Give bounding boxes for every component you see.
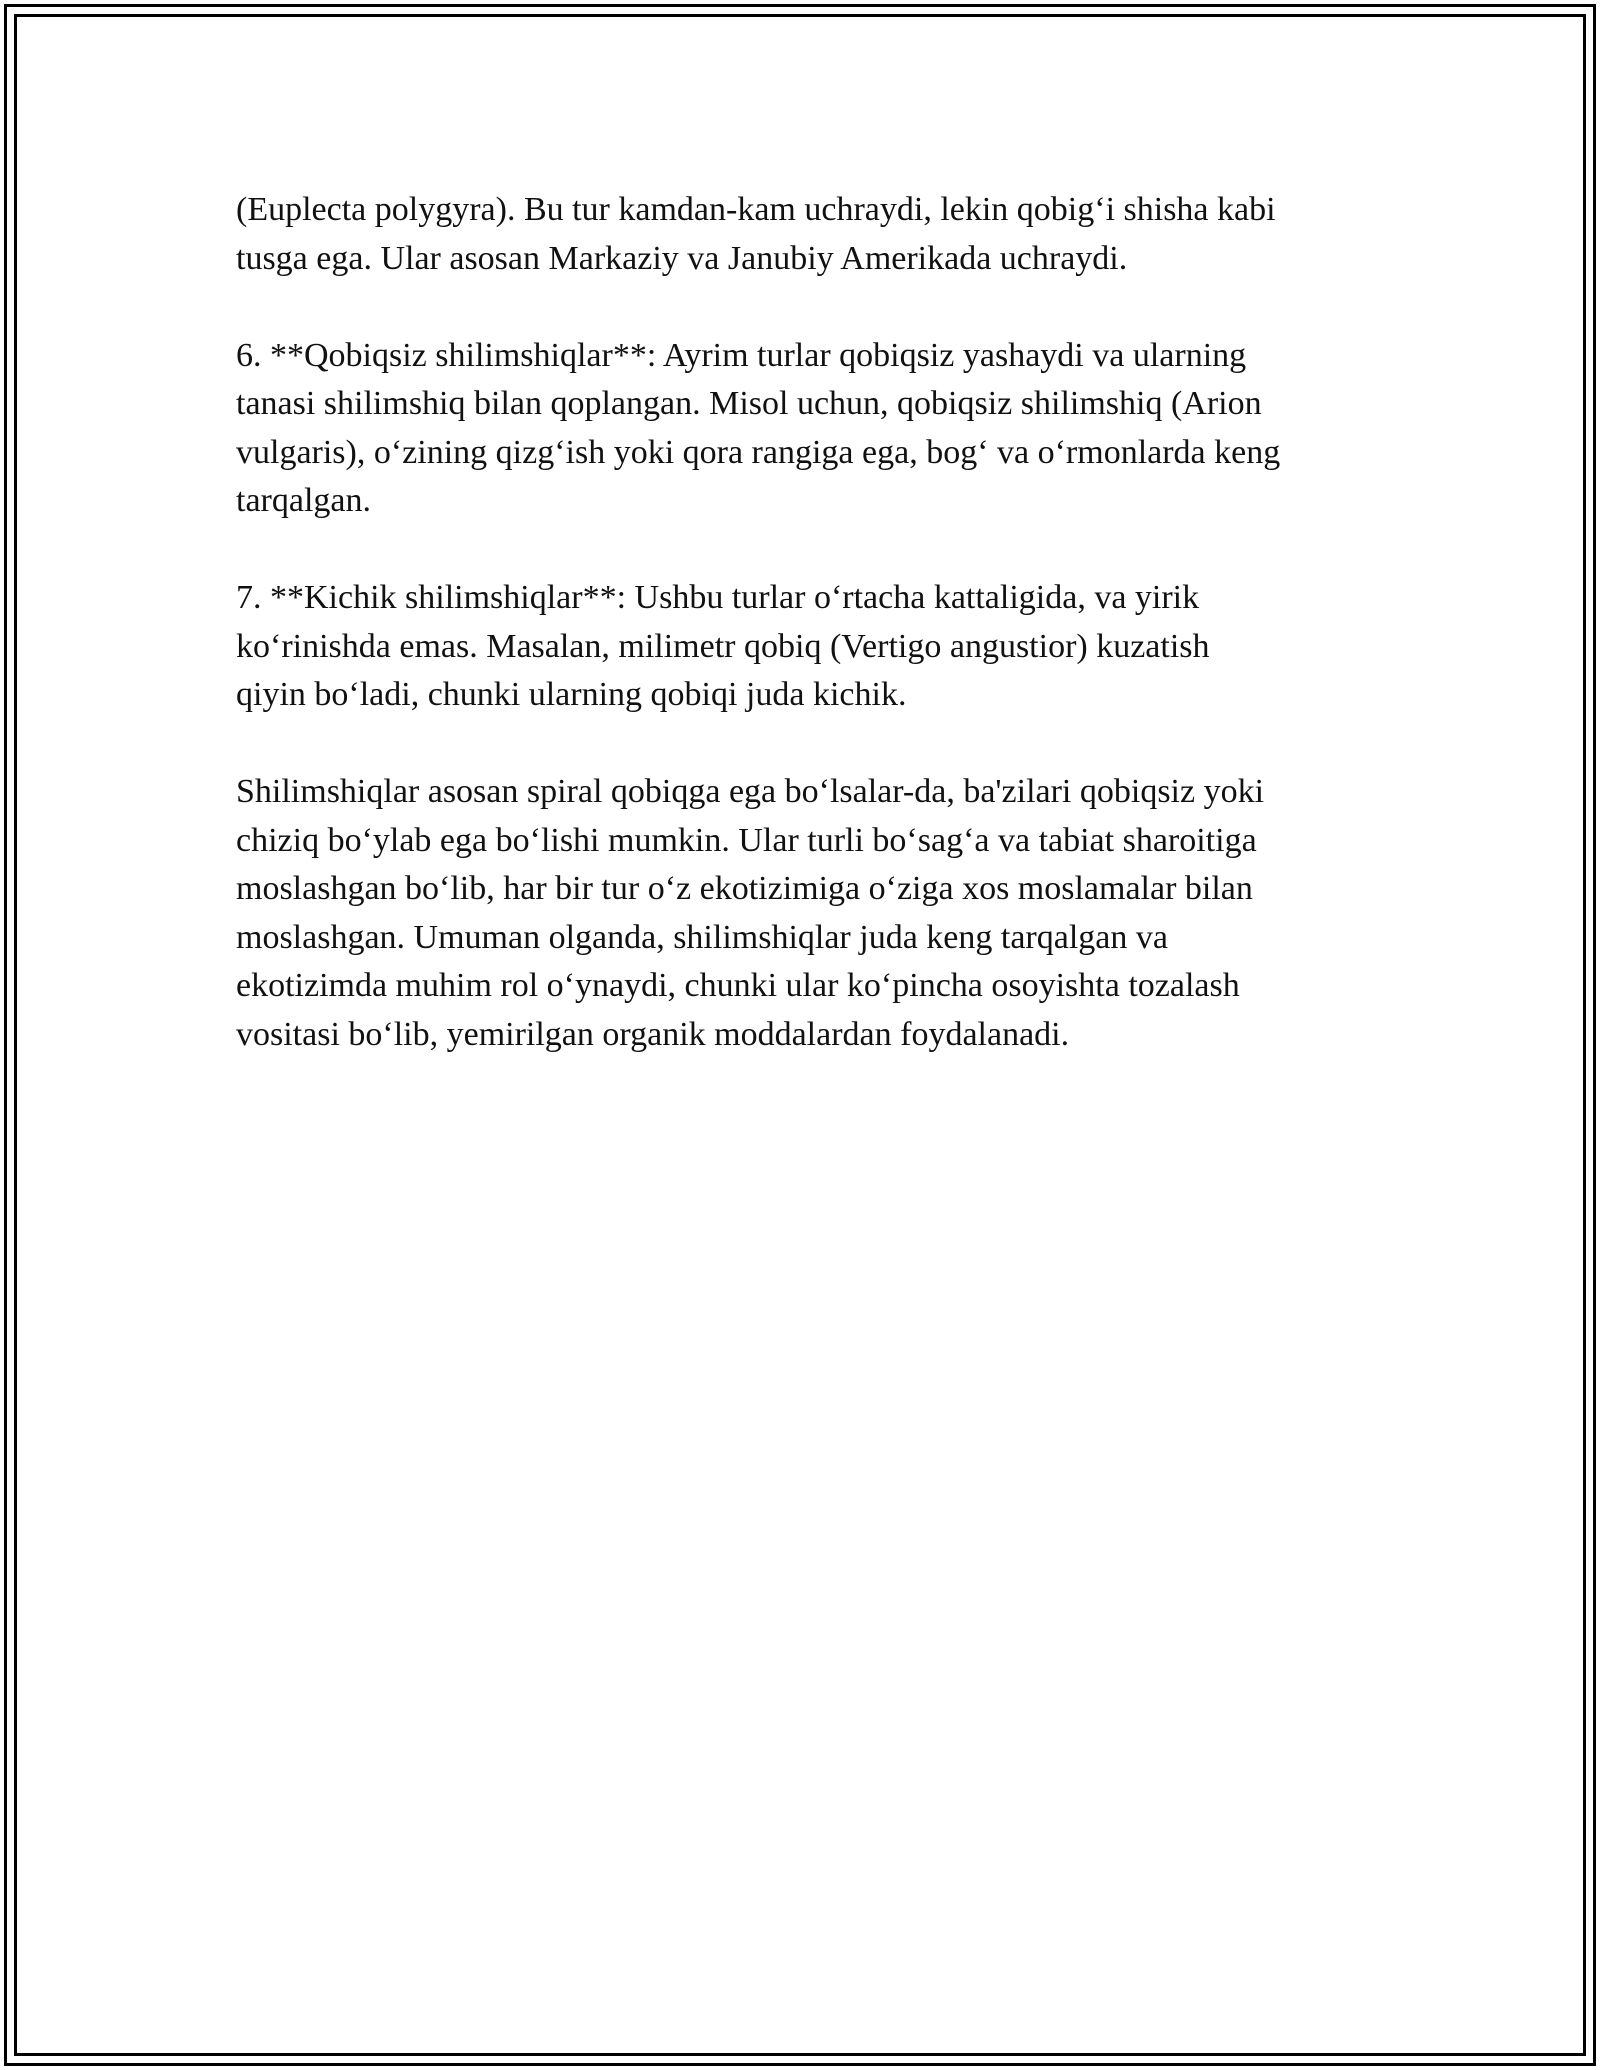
text-line: vulgaris), o‘zining qizg‘ish yoki qora rangiga ega, bog‘ va o‘rmonlarda keng (236, 433, 1281, 471)
text-line: 6. **Qobiqsiz shilimshiqlar**: Ayrim turlar qobiqsiz yashaydi va ularning (236, 336, 1247, 374)
text-line: chiziq bo‘ylab ega bo‘lishi mumkin. Ular turli bo‘sag‘a va tabiat sharoitiga (236, 821, 1257, 859)
text-line: tusga ega. Ular asosan Markaziy va Janubiy Amerikada uchraydi. (236, 239, 1128, 277)
text-line: ekotizimda muhim rol o‘ynaydi, chunki ular ko‘pincha osoyishta tozalash (236, 967, 1240, 1004)
text-line: tanasi shilimshiq bilan qoplangan. Misol uchun, qobiqsiz shilimshiq (Arion (236, 385, 1262, 422)
text-line: 7. **Kichik shilimshiqlar**: Ushbu turlar o‘rtacha kattaligida, va yirik (236, 579, 1200, 616)
text-line: (Euplecta polygyra). Bu tur kamdan-kam uchraydi, lekin qobig‘i shisha kabi (236, 191, 1276, 228)
paragraph-kichik-shilimshiqlar (236, 574, 1366, 720)
paragraph-euplecta (236, 186, 1366, 283)
text-line: Shilimshiqlar asosan spiral qobiqga ega bo‘lsalar-da, ba'zilari qobiqsiz yoki (236, 773, 1265, 810)
text-line: ko‘rinishda emas. Masalan, milimetr qobiq (Vertigo angustior) kuzatish (236, 627, 1210, 665)
paragraph-qobiqsiz-shilimshiqlar (236, 332, 1366, 526)
text-line: moslashgan bo‘lib, har bir tur o‘z ekotizimiga o‘ziga xos moslamalar bilan (236, 870, 1253, 907)
document-body (236, 186, 1366, 1108)
paragraph-summary (236, 768, 1366, 1059)
text-line: qiyin bo‘ladi, chunki ularning qobiqi juda kichik. (236, 676, 907, 713)
text-line: vositasi bo‘lib, yemirilgan organik moddalardan foydalanadi. (236, 1015, 1070, 1053)
text-line: moslashgan. Umuman olganda, shilimshiqlar juda keng tarqalgan va (236, 918, 1168, 956)
text-line: tarqalgan. (236, 482, 371, 519)
